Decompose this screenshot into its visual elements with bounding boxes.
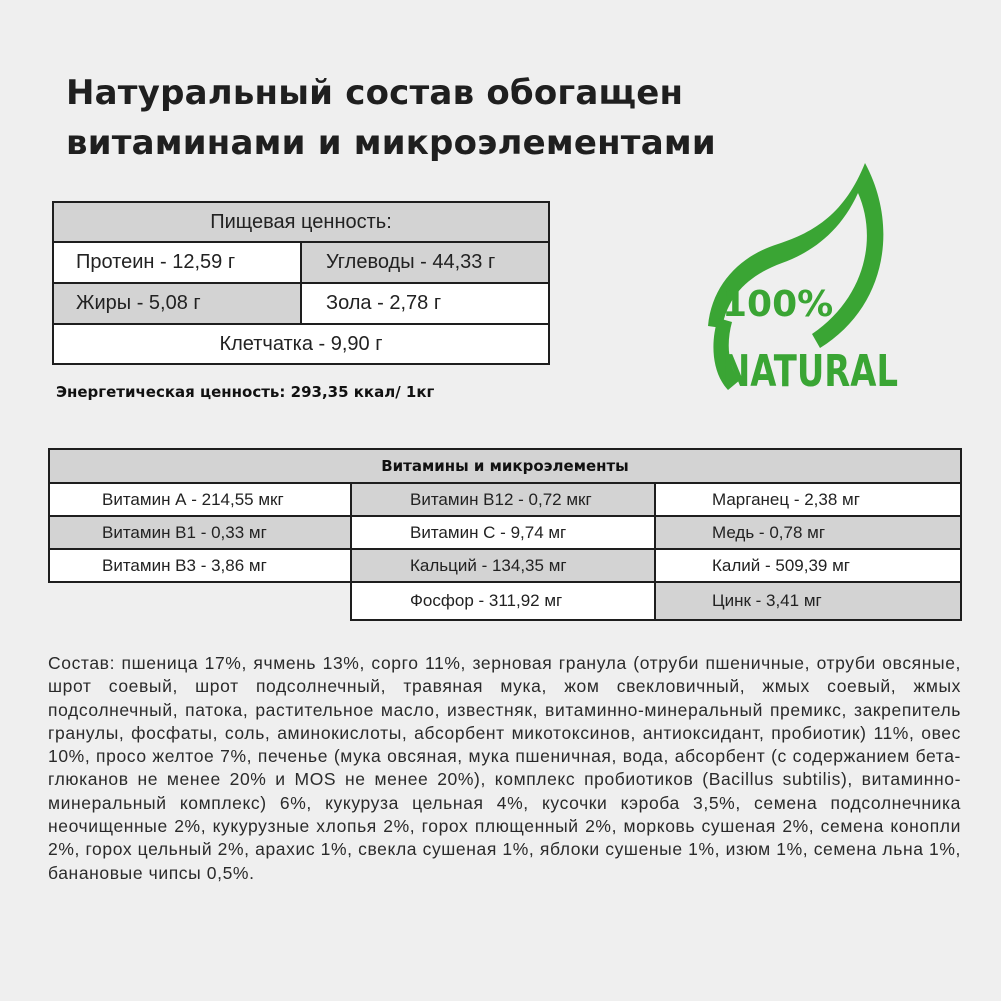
nutrition-fat: Жиры - 5,08 г <box>54 284 302 325</box>
vitamins-table <box>48 448 962 621</box>
vitamin-b3: Витамин В3 - 3,86 мг <box>48 548 352 583</box>
calcium: Кальций - 134,35 мг <box>350 548 656 583</box>
badge-percent: 100% <box>722 284 834 325</box>
nutrition-table <box>52 201 550 365</box>
nutrition-carbs: Углеводы - 44,33 г <box>302 243 548 284</box>
nutrition-ash: Зола - 2,78 г <box>302 284 548 325</box>
copper: Медь - 0,78 мг <box>654 515 962 550</box>
nutrition-header: Пищевая ценность: <box>54 203 548 243</box>
manganese: Марганец - 2,38 мг <box>654 482 962 517</box>
nutrition-protein: Протеин - 12,59 г <box>54 243 302 284</box>
phosphorus: Фосфор - 311,92 мг <box>350 581 656 621</box>
natural-badge <box>700 158 920 398</box>
zinc: Цинк - 3,41 мг <box>654 581 962 621</box>
badge-natural: NATURAL <box>722 346 898 397</box>
nutrition-fiber: Клетчатка - 9,90 г <box>54 325 548 363</box>
composition-text: Состав: пшеница 17%, ячмень 13%, сорго 11%, зерновая гранула (отруби пшеничные, отруби овсяные, шрот соевый, шрот подсолнечный, травяная мука, жом свекловичный, жмых соевый, жмых подсолнечный, патока, растительное масло, известняк, витаминно-минеральный премикс, закрепитель гранулы, фосфаты, соль, аминокислоты, абсорбент микотоксинов, антиоксидант, пробиотик) 11%, овес 10%, просо желтое 7%, печенье (мука овсяная, мука пшеничная, вода, абсорбент (с содержанием бета-глюканов не менее 20% и MOS не менее 20%), комплекс пробиотиков (Bacillus subtilis), витаминно-минеральный комплекс) 6%, кукуруза цельная 4%, кусочки кэроба 3,5%, семена подсолнечника неочищенные 2%, кукурузные хлопья 2%, горох плющенный 2%, морковь сушеная 2%, семена конопли 2%, горох цельный 2%, арахис 1%, свекла сушеная 1%, яблоки сушеные 1%, изюм 1%, семена льна 1%, банановые чипсы 0,5%. <box>48 653 961 883</box>
vitamin-c: Витамин С - 9,74 мг <box>350 515 656 550</box>
vitamin-a: Витамин А - 214,55 мкг <box>48 482 352 517</box>
energy-value: Энергетическая ценность: 293,35 ккал/ 1кг <box>56 383 435 401</box>
page-title: Натуральный состав обогащен витаминами и микроэлементами <box>66 73 716 163</box>
potassium: Калий - 509,39 мг <box>654 548 962 583</box>
vitamin-b12: Витамин В12 - 0,72 мкг <box>350 482 656 517</box>
vitamins-header: Витамины и микроэлементы <box>48 448 962 484</box>
vitamin-b1: Витамин В1 - 0,33 мг <box>48 515 352 550</box>
